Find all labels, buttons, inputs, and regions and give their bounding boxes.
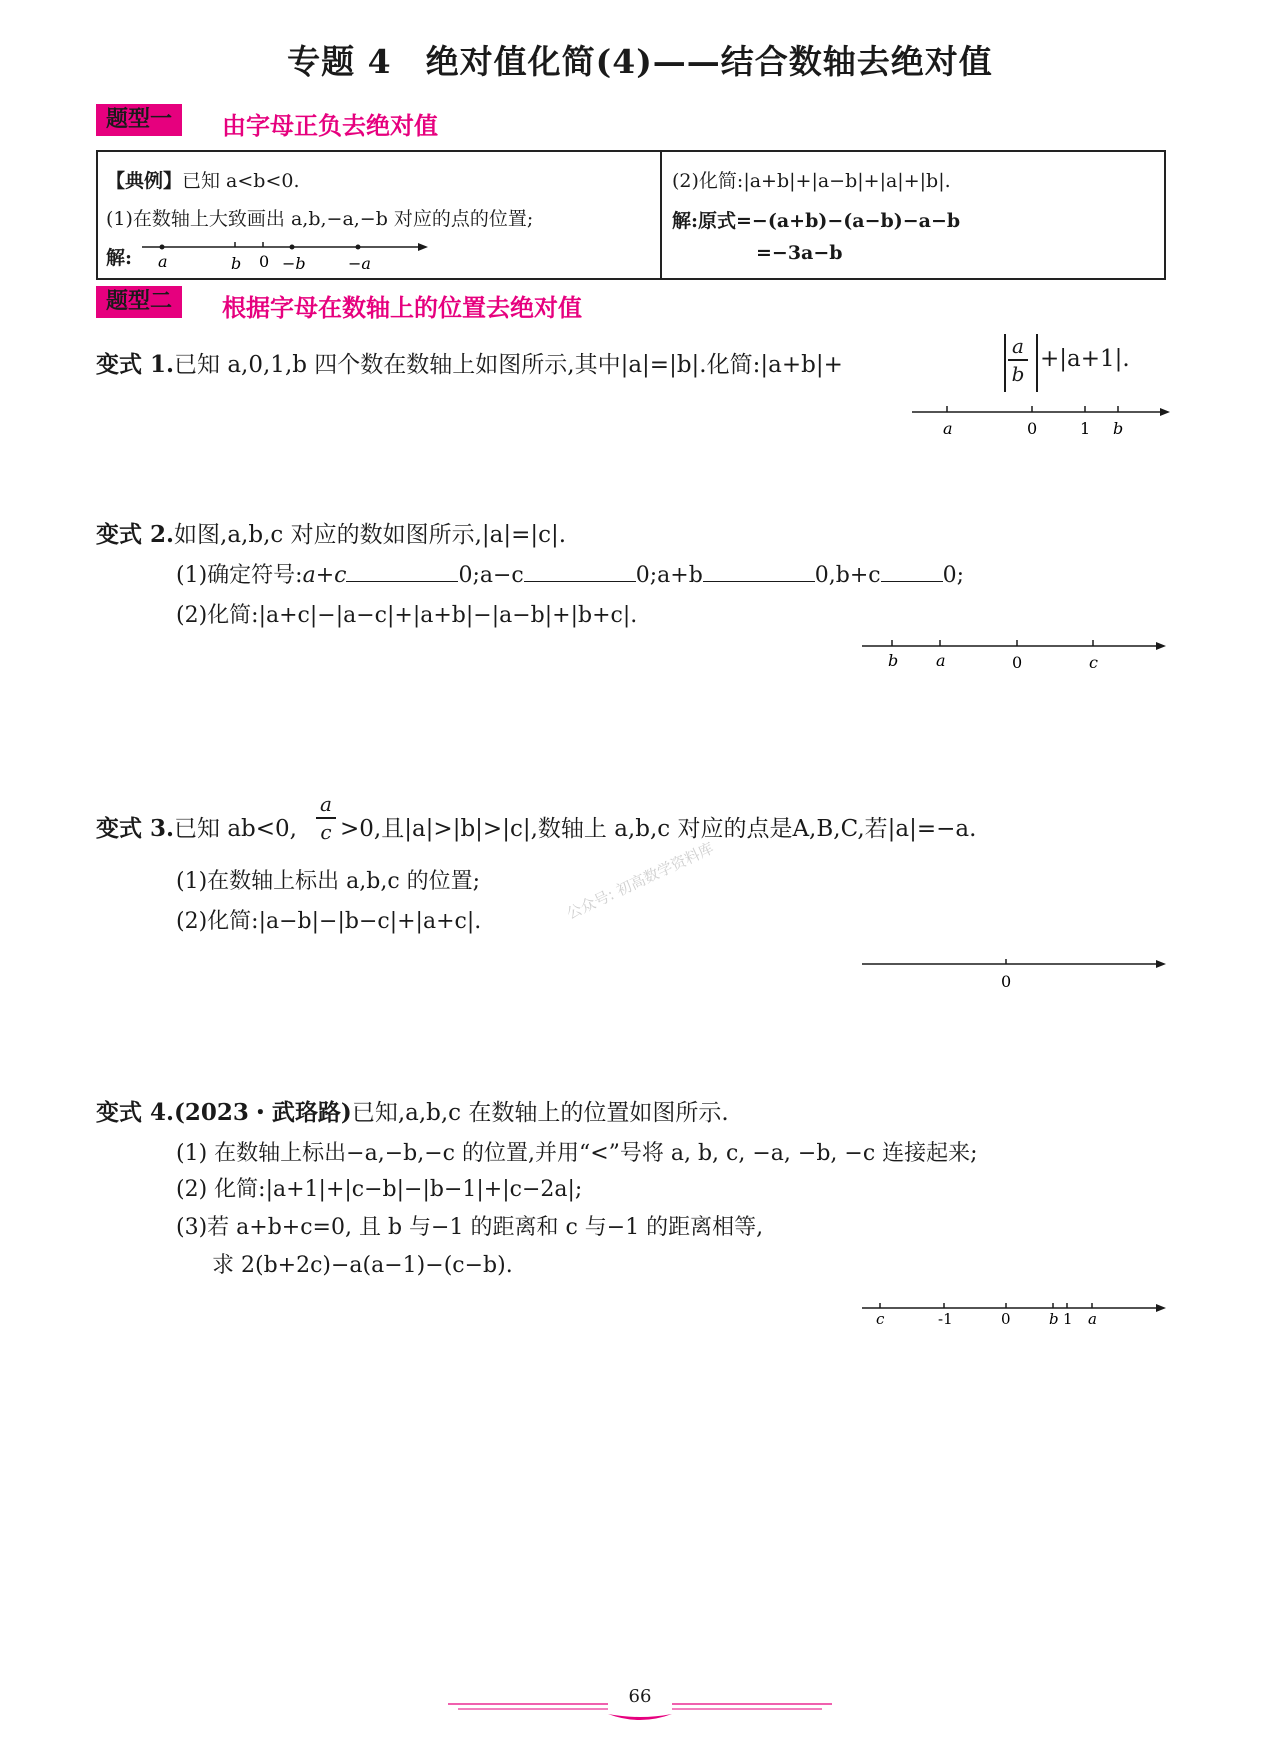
variant1-text-tail: +|a+1|. bbox=[1040, 346, 1130, 372]
book-icon bbox=[608, 1714, 672, 1720]
variant1-line-a bbox=[96, 346, 843, 379]
v4-axis-label-1: 1 bbox=[1063, 1310, 1073, 1328]
page-title: 专题 4 绝对值化简(4)——结合数轴去绝对值 bbox=[287, 42, 993, 81]
variant4-part2: (2) 化简:|a+1|+|c−b|−|b−1|+|c−2a|; bbox=[176, 1177, 583, 1202]
variant4-source: (2023・武珞路) bbox=[174, 1099, 352, 1126]
axis-label-a: a bbox=[158, 252, 168, 271]
v4-axis-label-c: c bbox=[876, 1310, 885, 1328]
v2-blank-2[interactable] bbox=[524, 559, 636, 582]
variant2-number-line bbox=[860, 634, 1166, 676]
variant1-abs-bar-left bbox=[1004, 334, 1006, 392]
v2-p1-label: (1)确定符号: bbox=[176, 563, 303, 588]
example-given-line bbox=[106, 166, 300, 193]
v1-axis-label-a: a bbox=[943, 419, 953, 438]
variant3-line-a bbox=[96, 810, 297, 843]
variant2-text: 如图,a,b,c 对应的数如图所示,|a|=|c|. bbox=[174, 522, 567, 548]
v4-axis-label-a: a bbox=[1088, 1310, 1097, 1328]
variant4-part3-line2: 求 2(b+2c)−a(a−1)−(c−b). bbox=[212, 1253, 513, 1278]
section-tag-2: 题型二 bbox=[96, 286, 182, 318]
v2-blank-1[interactable] bbox=[346, 559, 458, 582]
variant1-head: 变式 1. bbox=[96, 351, 175, 378]
axis-label-neg-a: −a bbox=[348, 254, 371, 272]
watermark: 公众号: 初高数学资料库 bbox=[563, 839, 717, 923]
example-part1: (1)在数轴上大致画出 a,b,−a,−b 对应的点的位置; bbox=[106, 208, 534, 230]
v2-axis-label-c: c bbox=[1089, 653, 1098, 672]
axis-label-zero: 0 bbox=[259, 252, 270, 271]
section-tag-1: 题型一 bbox=[96, 104, 182, 136]
v1-axis-label-b: b bbox=[1113, 419, 1124, 438]
variant3-frac-num: a bbox=[320, 792, 332, 816]
axis-point-neg-a bbox=[356, 245, 361, 250]
example-label: 【典例】 bbox=[106, 170, 183, 192]
axis-label-neg-b: −b bbox=[282, 254, 306, 272]
variant1-frac-num: a bbox=[1012, 334, 1024, 358]
variant3-head: 变式 3. bbox=[96, 815, 175, 842]
variant4-line bbox=[96, 1094, 729, 1127]
v1-axis-label-1: 1 bbox=[1080, 419, 1091, 438]
variant3-text-a: 已知 ab<0, bbox=[174, 816, 297, 842]
example-solution2-line2: =−3a−b bbox=[756, 242, 843, 264]
example-solution2-line1: 解:原式=−(a+b)−(a−b)−a−b bbox=[672, 210, 961, 232]
v2-p1-item-2: 0;a+b bbox=[635, 563, 703, 588]
v2-axis-label-a: a bbox=[936, 651, 946, 670]
variant3-number-line bbox=[860, 956, 1166, 996]
v2-axis-label-b: b bbox=[888, 651, 899, 670]
v2-blank-4[interactable] bbox=[881, 559, 943, 582]
axis-point-a bbox=[160, 245, 165, 250]
v4-axis-label-0: 0 bbox=[1001, 1310, 1011, 1328]
variant2-part2: (2)化简:|a+c|−|a−c|+|a+b|−|a−b|+|b+c|. bbox=[176, 603, 638, 628]
example-box-divider bbox=[660, 150, 662, 278]
v4-axis-label-b: b bbox=[1049, 1310, 1059, 1328]
variant3-part1: (1)在数轴上标出 a,b,c 的位置; bbox=[176, 869, 481, 894]
v2-p1-item-4: 0; bbox=[942, 563, 965, 588]
variant4-text: 已知,a,b,c 在数轴上的位置如图所示. bbox=[351, 1100, 729, 1126]
v4-axis-label-neg1: -1 bbox=[938, 1310, 953, 1328]
variant3-text-b: >0,且|a|>|b|>|c|,数轴上 a,b,c 对应的点是A,B,C,若|a|=−a. bbox=[340, 816, 977, 842]
variant1-number-line bbox=[910, 400, 1170, 440]
variant1-fraction bbox=[1008, 334, 1028, 386]
variant4-part3: (3)若 a+b+c=0, 且 b 与−1 的距离和 c 与−1 的距离相等, bbox=[176, 1215, 764, 1240]
variant3-frac-den: c bbox=[320, 819, 332, 844]
v2-p1-item-1: 0;a−c bbox=[458, 563, 524, 588]
variant3-part2: (2)化简:|a−b|−|b−c|+|a+c|. bbox=[176, 909, 482, 934]
v2-axis-label-0: 0 bbox=[1012, 653, 1023, 672]
variant4-head: 变式 4. bbox=[96, 1099, 175, 1126]
v1-axis-label-0: 0 bbox=[1027, 419, 1038, 438]
example-given: 已知 a<b<0. bbox=[182, 170, 300, 192]
v2-p1-item-3: 0,b+c bbox=[814, 563, 881, 588]
page-number: 66 bbox=[628, 1686, 652, 1707]
axis-label-b: b bbox=[231, 254, 242, 272]
variant3-fraction bbox=[316, 792, 336, 844]
section-title-2: 根据字母在数轴上的位置去绝对值 bbox=[222, 294, 582, 322]
variant4-number-line bbox=[860, 1300, 1166, 1340]
variant1-abs-bar-right bbox=[1036, 334, 1038, 392]
v2-blank-3[interactable] bbox=[703, 559, 815, 582]
v2-p1-item-0: a+c bbox=[302, 563, 347, 588]
variant1-frac-den: b bbox=[1011, 361, 1025, 386]
variant1-text: 已知 a,0,1,b 四个数在数轴上如图所示,其中|a|=|b|.化简:|a+b|+ bbox=[174, 352, 843, 378]
axis-point-neg-b bbox=[290, 245, 295, 250]
variant4-part1: (1) 在数轴上标出−a,−b,−c 的位置,并用“<”号将 a, b, c, −a, −b, −c 连接起来; bbox=[176, 1141, 978, 1166]
example-number-line bbox=[140, 236, 430, 272]
variant2-head: 变式 2. bbox=[96, 521, 175, 548]
variant2-part1 bbox=[176, 558, 964, 589]
variant2-line bbox=[96, 516, 566, 549]
example-part2: (2)化简:|a+b|+|a−b|+|a|+|b|. bbox=[672, 170, 951, 192]
v3-axis-label-0: 0 bbox=[1001, 972, 1012, 991]
section-title-1: 由字母正负去绝对值 bbox=[222, 112, 438, 140]
example-solution-label: 解: bbox=[106, 247, 133, 269]
